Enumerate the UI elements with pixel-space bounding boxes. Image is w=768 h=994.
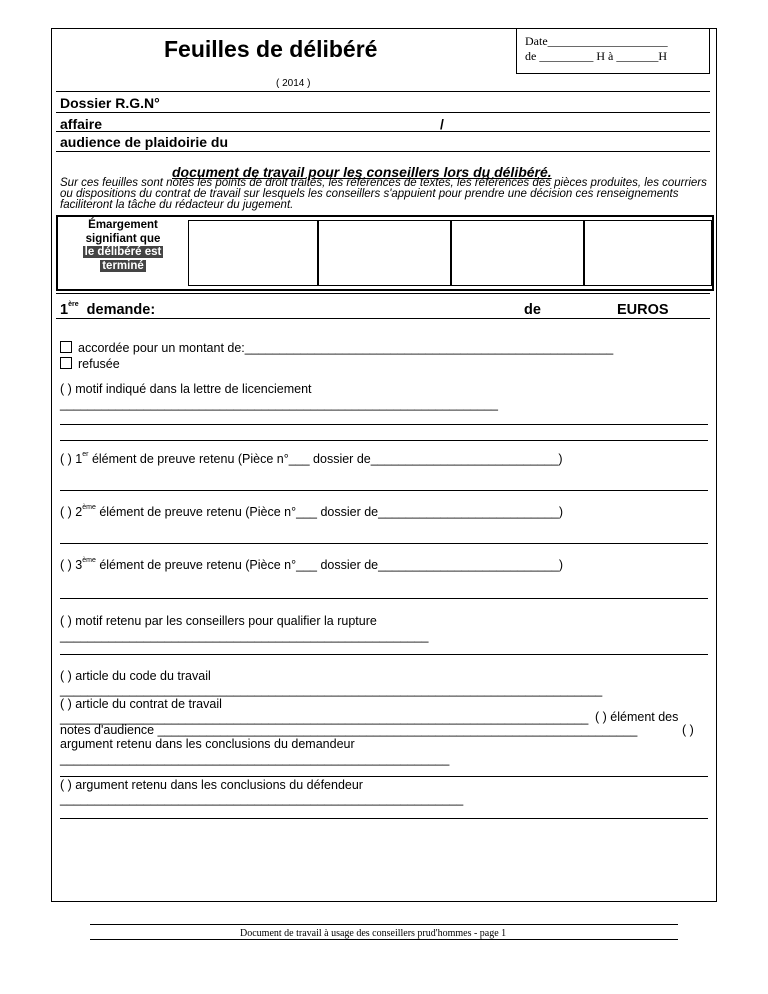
audience-label: audience de plaidoirie du (60, 134, 229, 150)
demande-text: demande: (86, 302, 156, 318)
signature-cell-2[interactable] (318, 220, 451, 286)
fill-line[interactable] (60, 490, 708, 491)
dossier-label: Dossier R.G.N° (60, 95, 160, 111)
affaire-separator: / (440, 116, 444, 132)
date-box (516, 28, 710, 74)
element-1-prefix: ( ) 1 (60, 452, 83, 466)
intro-text: Sur ces feuilles sont notés les points de droit traités, les références de textes, les références des pièces produites, les courriers ou dispositions du contrat de travail sur lesquels les conseillers s'appuient pour prendre une décision ces renseignements faciliteront la tâche du rédacteur du jugement. (60, 177, 707, 211)
signature-cell-4[interactable] (584, 220, 712, 286)
motif-lettre-label: ( ) motif indiqué dans la lettre de licenciement (60, 382, 312, 396)
refusee-checkbox[interactable] (60, 357, 72, 369)
demande-de-label: de (524, 302, 541, 318)
audience-field-line[interactable] (56, 151, 710, 152)
affaire-label: affaire (60, 116, 103, 132)
demande-sup: ère (68, 301, 79, 308)
paren-marker: ( ) (682, 723, 694, 737)
element-3-sup: ème (82, 557, 96, 564)
demande-label (60, 302, 155, 318)
accordee-label: accordée pour un montant de:_____________________________________________________ (78, 341, 614, 355)
footer-text: Document de travail à usage des conseillers prud'hommes - page 1 (240, 928, 507, 939)
element-1-sup: er (82, 451, 89, 458)
accordee-option (60, 341, 613, 355)
signature-label-line3: le délibéré est (84, 246, 162, 258)
motif-conseillers-blank[interactable]: _____________________________________________________ (60, 629, 429, 643)
article-code-blank[interactable]: ______________________________________________________________________________ (60, 683, 603, 697)
dossier-field-line[interactable] (56, 112, 710, 113)
argument-demandeur-label: argument retenu dans les conclusions du demandeur (60, 737, 355, 751)
element-3-label (60, 558, 563, 572)
year-label: ( 2014 ) (276, 78, 311, 89)
divider (56, 293, 710, 294)
fill-line[interactable] (60, 776, 708, 777)
signature-label (64, 219, 182, 273)
demande-field-line[interactable] (56, 318, 710, 319)
refusee-label: refusée (78, 357, 120, 371)
signature-box (56, 215, 714, 291)
time-line[interactable]: de _________ H à _______H (525, 49, 667, 63)
element-3-text: élément de preuve retenu (Pièce n°___ dossier de__________________________) (95, 558, 564, 572)
element-2-prefix: ( ) 2 (60, 505, 83, 519)
demande-number: 1 (60, 302, 69, 318)
element-1-text: élément de preuve retenu (Pièce n°___ dossier de___________________________) (88, 452, 563, 466)
accordee-checkbox[interactable] (60, 341, 72, 353)
motif-conseillers-label: ( ) motif retenu par les conseillers pour qualifier la rupture (60, 614, 377, 628)
euros-label: EUROS (617, 302, 669, 318)
argument-defendeur-label: ( ) argument retenu dans les conclusions du défendeur (60, 778, 363, 792)
article-contrat-blank[interactable]: ____________________________________________________________________________ (60, 711, 589, 725)
intro-heading: document de travail pour les conseillers lors du délibéré. (172, 164, 552, 180)
element-2-label (60, 505, 563, 519)
element-2-sup: ème (82, 504, 96, 511)
footer-rule-top (90, 924, 678, 925)
fill-line[interactable] (60, 598, 708, 599)
date-line[interactable]: Date____________________ (525, 34, 668, 48)
element-1-label (60, 452, 563, 466)
fill-line[interactable] (60, 818, 708, 819)
element-3-prefix: ( ) 3 (60, 558, 83, 572)
signature-cell-1[interactable] (188, 220, 318, 286)
article-code-label: ( ) article du code du travail (60, 669, 211, 683)
argument-defendeur-blank[interactable]: __________________________________________________________ (60, 792, 464, 806)
fill-line[interactable] (60, 440, 708, 441)
article-contrat-label: ( ) article du contrat de travail (60, 697, 222, 711)
signature-label-line4: terminé (102, 259, 144, 272)
fill-line[interactable] (60, 654, 708, 655)
divider (56, 91, 710, 92)
page-title: Feuilles de délibéré (164, 36, 378, 62)
signature-label-line1: Émargement (88, 219, 158, 231)
fill-line[interactable] (60, 543, 708, 544)
fill-line[interactable] (60, 424, 708, 425)
affaire-field-line[interactable] (56, 131, 710, 132)
signature-label-line2: signifiant que (85, 232, 161, 245)
notes-audience-field[interactable]: notes d'audience _____________________________________________________________________ (60, 723, 638, 737)
element-2-text: élément de preuve retenu (Pièce n°___ dossier de__________________________) (95, 505, 564, 519)
argument-demandeur-blank[interactable]: ________________________________________________________ (60, 752, 450, 766)
signature-cell-3[interactable] (451, 220, 584, 286)
footer-rule-bottom (90, 939, 678, 940)
motif-lettre-blank[interactable]: _______________________________________________________________ (60, 397, 498, 411)
element-des-label: ( ) élément des (595, 710, 679, 724)
refusee-option (60, 357, 120, 371)
